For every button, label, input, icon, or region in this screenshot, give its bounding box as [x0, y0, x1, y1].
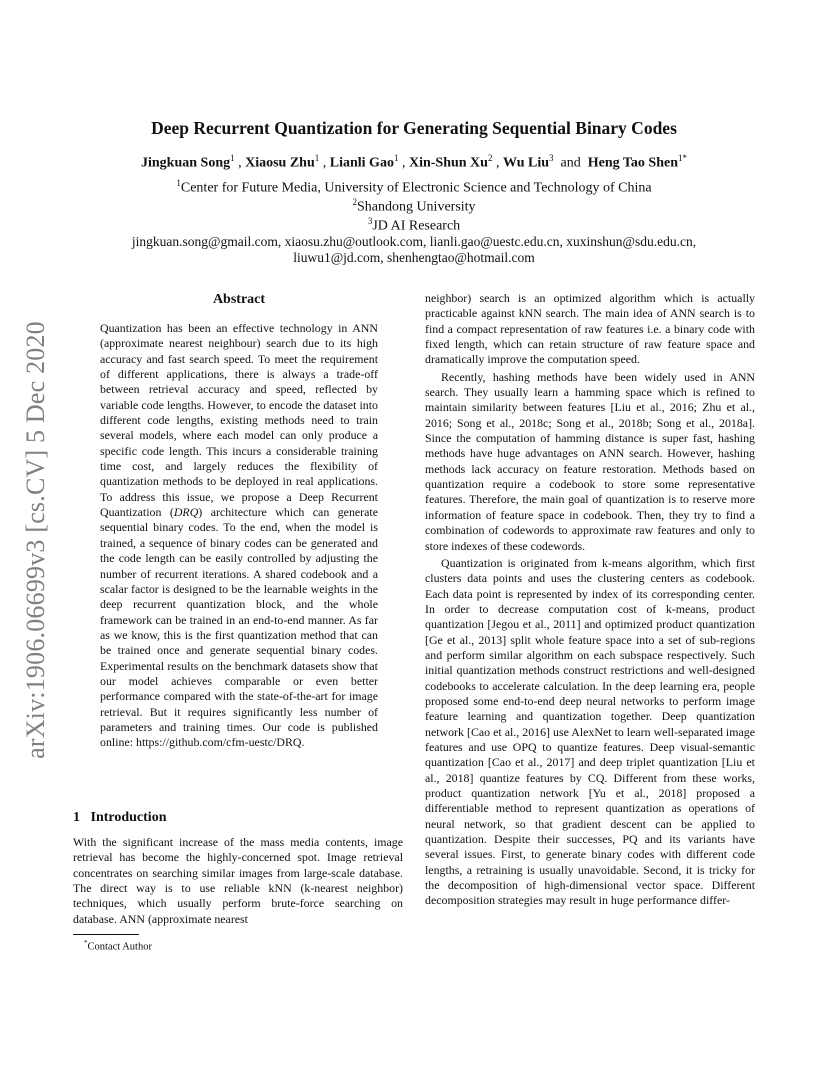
affiliation — [0, 197, 828, 216]
author-list — [0, 153, 828, 172]
paragraph: With the significant increase of the mass media contents, image retrieval has become the highly-concerned spot. Image retrieval concentrates on searching similar images from large-scale database. The direct way is to use reliable kNN (k-nearest neighbor) techniques, which usually perform brute-force searching on database. ANN (approximate nearest — [73, 835, 403, 926]
affil-text: Shandong University — [356, 199, 476, 215]
author-name: Xin-Shun Xu — [408, 155, 488, 171]
introduction-body — [73, 835, 403, 927]
author-separator: , — [398, 155, 409, 171]
arxiv-sidebar — [16, 290, 56, 790]
author-name: Heng Tao Shen — [587, 155, 678, 171]
author-name: Jingkuan Song — [141, 155, 231, 171]
author-affil-mark: 2 — [487, 153, 493, 163]
paragraph: neighbor) search is an optimized algorithm which is actually practicable against kNN search. The main idea of ANN search is to find a compact representation of raw features i.e. a binary code with fixed length, which can retain structure of raw feature space and dramatically improve the computation speed. — [425, 291, 755, 367]
footnote-text: Contact Author — [87, 941, 152, 953]
affiliation — [0, 178, 828, 197]
author-separator: , — [319, 155, 330, 171]
footnote — [84, 939, 152, 953]
author-name: Wu Liu — [502, 155, 549, 171]
author-affil-mark: 3 — [549, 153, 554, 163]
affiliation — [0, 216, 828, 235]
author-affil-mark: 1* — [677, 153, 687, 163]
abstract-body — [100, 321, 378, 751]
abstract-emphasis: DRQ — [173, 505, 199, 520]
email-line: liuwu1@jd.com, shenhengtao@hotmail.com — [293, 249, 535, 265]
abstract-text: Quantization has been an effective technology in ANN (approximate nearest neighbour) search due to its high accuracy and fast search speed. To meet the requirement of different applications, there is always a trade-off between retrieval accuracy and speed, reflected by variable code lengths. However, to encode the dataset into different code lengths, existing methods need to train several models, where each model can only produce a specific code length. This incurs a considerable training time cost, and largely reduces the flexibility of quantization methods to be deployed in real applications. To address this issue, we propose a Deep Recurrent Quantization ( — [100, 321, 378, 520]
email-line: jingkuan.song@gmail.com, xiaosu.zhu@outlook.com, lianli.gao@uestc.edu.cn, xuxinshun@sdu.edu.cn, — [131, 234, 697, 249]
affil-mark: 2 — [352, 197, 357, 207]
author-name: Xiaosu Zhu — [245, 155, 315, 171]
author-separator: , — [234, 155, 246, 171]
abstract-text: ) architecture which can generate sequential binary codes. To the end, when the model is trained, a sequence of binary codes can be generated and the code length can be easily controlled by adjusting the number of recurrent iterations. A shared codebook and a scalar factor is designed to be the learnable weights in the deep recurrent quantization block, and the whole framework can be trained in an end-to-end manner. As far as we know, this is the first quantization method that can be trained once and generate sequential binary codes. Experimental results on the benchmark datasets show that our model achieves comparable or even better performance compared with the state-of-the-art for image retrieval. But it requires significantly less number of parameters and training times. Our code is published online: https://github.com/cfm-uestc/DRQ. — [100, 505, 378, 750]
right-column — [425, 291, 755, 909]
paragraph: Recently, hashing methods have been widely used in ANN search. They usually learn a hamming space which is refined to maintain similarity between features [Liu et al., 2016; Zhu et al., 2016; Song et al., 2018c; Song et al., 2018b; Song et al., 2018a]. Since the computation of hamming distance is super fast, hashing methods have huge advantages on ANN search. However, hashing methods lack accuracy on feature restoration. Methods based on quantization require a codebook to store some representative features. Therefore, the main goal of quantization is to reserve more information of feature space in codebook. Then, they try to find a combination of codewords to approximate raw features and only to store indexes of these codewords. — [425, 369, 755, 553]
paper-title: Deep Recurrent Quantization for Generating Sequential Binary Codes — [151, 118, 677, 138]
author-affil-mark: 1 — [314, 153, 320, 163]
affil-text: JD AI Research — [372, 218, 461, 234]
paragraph: Quantization is originated from k-means algorithm, which first clusters data points and uses the clustering centers as codebook. Each data point is represented by index of its corresponding center. In order to decrease computation cost of k-means, product quantization [Jegou et al., 2011] and optimized product quantization [Ge et al., 2013] split whole feature space into a set of sub-regions and perform similar algorithm on each subspace respectively. Such initial quantization methods construct restrictions and well-designed codebooks to accelerate calculation. In the deep learning era, people proposed some end-to-end deep neural networks to perform image feature learning and quantization together. Deep quantization network [Cao et al., 2016] use AlexNet to learn well-separated image features and use OPQ to quantize features. Deep visual-semantic quantization [Cao et al., 2017] and deep triplet quantization [Liu et al., 2018] quantize features by CQ. Different from these works, product quantization network [Yu et al., 2018] proposed a differentiable method to represent quantization as operations of neural network, so that gradient descent can be applied to quantization. Despite their successes, PQ and its variants have several issues. First, to generate binary codes with different code lengths, a retraining is usually unavoidable. Second, it is tricky for the decomposition of high-dimensional vector space. Different decomposition strategies may result in huge performance differ- — [425, 555, 755, 908]
footnote-mark: * — [84, 939, 88, 947]
author-emails — [60, 234, 768, 265]
author-name: Lianli Gao — [329, 155, 394, 171]
author-separator: , — [492, 155, 503, 171]
author-affil-mark: 1 — [393, 153, 399, 163]
affil-mark: 1 — [176, 178, 181, 188]
section-title: Introduction — [90, 810, 167, 825]
section-number: 1 — [73, 810, 80, 825]
section-heading — [73, 810, 166, 826]
footnote-rule — [73, 934, 139, 935]
affil-text: Center for Future Media, University of Electronic Science and Technology of China — [180, 180, 652, 196]
author-and: and — [560, 155, 581, 171]
arxiv-identifier: arXiv:1906.06699v3 [cs.CV] 5 Dec 2020 — [21, 321, 50, 759]
author-affil-mark: 1 — [230, 153, 235, 163]
affil-mark: 3 — [367, 216, 373, 226]
abstract-heading: Abstract — [212, 292, 266, 307]
